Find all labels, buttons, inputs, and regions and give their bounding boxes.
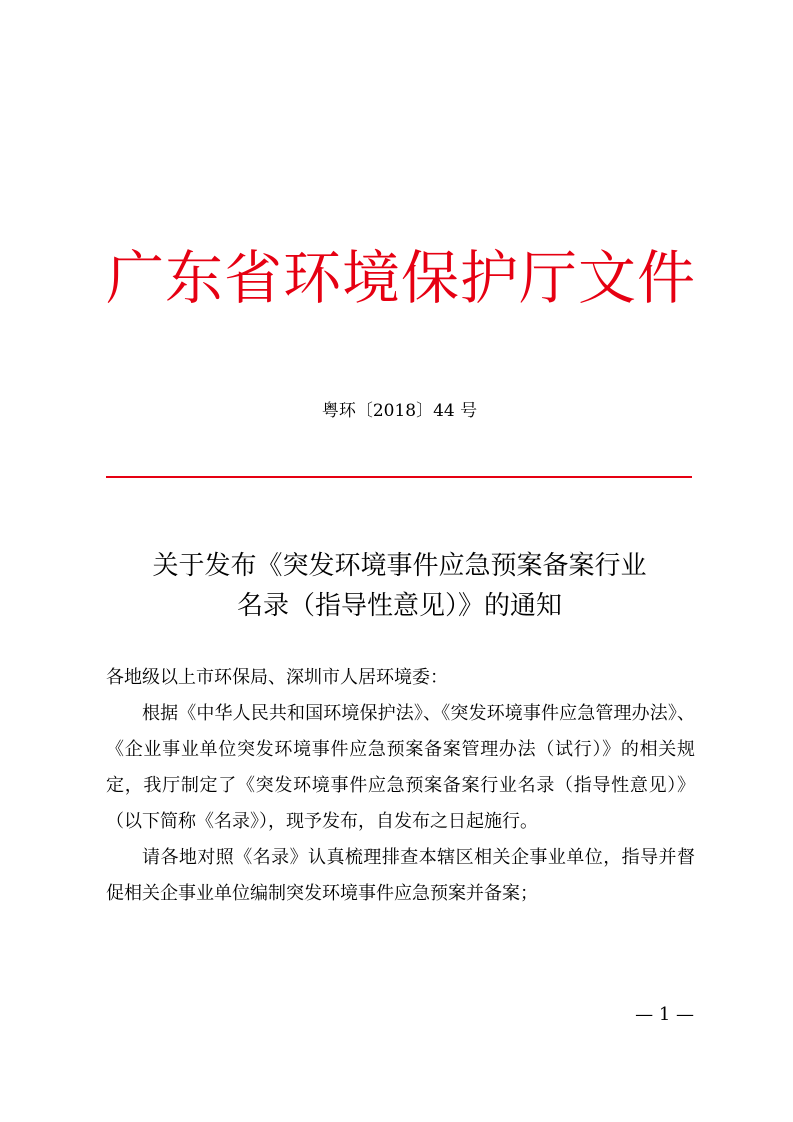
- issuer-title: 广东省环境保护厅文件: [106, 244, 697, 312]
- page-number: — 1 —: [635, 1004, 694, 1025]
- document-number: 粤环〔2018〕44 号: [321, 401, 478, 421]
- body-paragraph-1: 根据《中华人民共和国环境保护法》、《突发环境事件应急管理办法》、《企业事业单位突发环境事件应急预案备案管理办法（试行）》的相关规定，我厅制定了《突发环境事件应急预案备案行业名录（指导性意见）》（以下简称《名录》），现予发布，自发布之日起施行。: [106, 703, 695, 832]
- red-divider-line: [106, 476, 692, 478]
- notice-body: [106, 660, 695, 912]
- addressee: 各地级以上市环保局、深圳市人居环境委：: [106, 667, 448, 688]
- body-paragraph-2: 请各地对照《名录》认真梳理排查本辖区相关企事业单位，指导并督促相关企事业单位编制突发环境事件应急预案并备案；: [106, 847, 695, 904]
- notice-title: [106, 546, 693, 626]
- notice-title-line-2: 名录（指导性意见）》的通知: [236, 591, 562, 621]
- notice-title-line-1: 关于发布《突发环境事件应急预案备案行业: [152, 551, 647, 581]
